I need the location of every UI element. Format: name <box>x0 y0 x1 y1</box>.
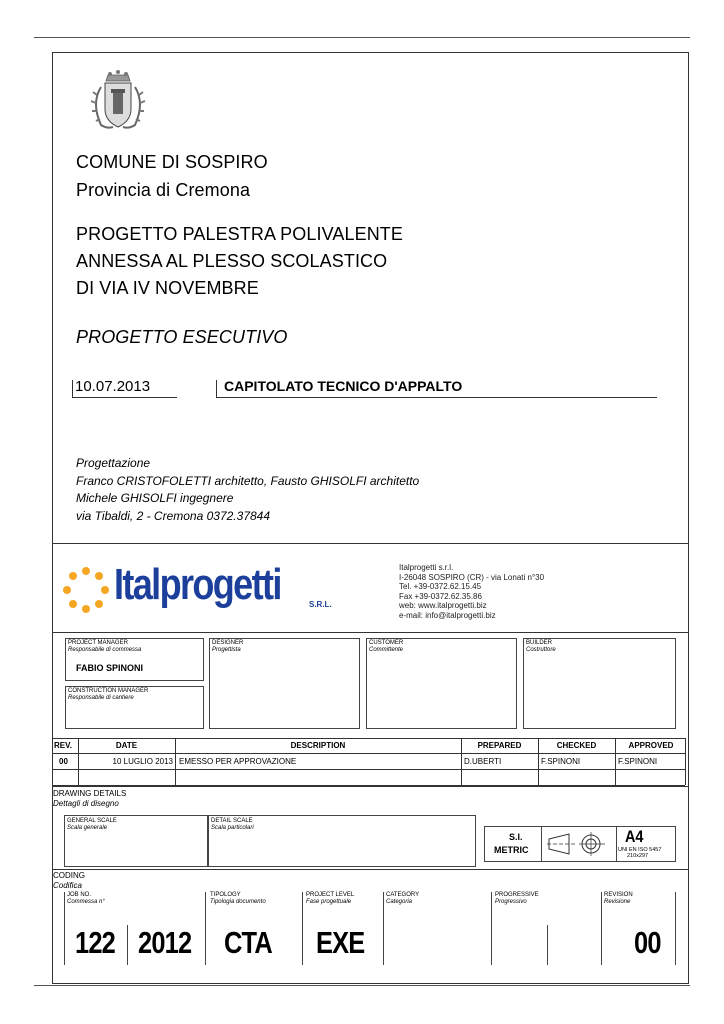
job-no-label: JOB NO. <box>67 892 92 898</box>
coding-title: CODING <box>53 871 85 880</box>
pm-name: FABIO SPINONI <box>76 663 144 673</box>
revision-value: 00 <box>634 925 661 960</box>
col-approved: APPROVED <box>628 741 674 750</box>
address-line: e-mail: info@italprogetti.biz <box>399 610 496 620</box>
address-line: Tel. +39-0372.62.15.45 <box>399 582 482 591</box>
designer-label: DESIGNER <box>212 640 244 646</box>
doc-title-field <box>216 380 657 398</box>
job-number-a: 122 <box>75 925 115 960</box>
drawing-details-subtitle: Dettagli di disegno <box>53 799 119 808</box>
general-scale-box <box>64 815 208 867</box>
revision-label: REVISION <box>604 892 633 898</box>
doc-title: CAPITOLATO TECNICO D'APPALTO <box>224 378 463 394</box>
format-label: A4 <box>625 827 644 846</box>
coding-divider <box>52 869 689 870</box>
general-scale-label: GENERAL SCALE <box>67 818 117 824</box>
category-sub: Categoria <box>386 899 413 905</box>
detail-scale-box <box>208 815 476 867</box>
job-no-sub: Commessa n° <box>67 899 105 905</box>
designer-box <box>209 638 360 729</box>
row-description: EMESSO PER APPROVAZIONE <box>179 757 297 766</box>
builder-box <box>523 638 676 729</box>
project-level-sub: Fase progettuale <box>306 899 352 905</box>
phase-title: PROGETTO ESECUTIVO <box>76 327 288 347</box>
format-standard: UNI EN ISO 5457 <box>618 847 662 853</box>
pm-sub: Responsabile di commessa <box>68 647 142 653</box>
tipology-value: CTA <box>224 925 272 960</box>
builder-label: BUILDER <box>526 640 553 646</box>
detail-scale-sub: Scala particolari <box>211 825 254 831</box>
project-line-1: PROGETTO PALESTRA POLIVALENTE <box>76 224 403 244</box>
drawing-details-title: DRAWING DETAILS <box>53 789 127 798</box>
project-line-2: ANNESSA AL PLESSO SCOLASTICO <box>76 251 388 271</box>
date-field <box>72 380 177 398</box>
design-line-3: via Tibaldi, 2 - Cremona 0372.37844 <box>76 509 271 523</box>
date-value: 10.07.2013 <box>75 378 151 395</box>
row-rev: 00 <box>59 757 68 766</box>
format-size: 210x297 <box>627 853 649 859</box>
category-label: CATEGORY <box>386 892 420 898</box>
revision-sub: Revisione <box>604 899 631 905</box>
col-description: DESCRIPTION <box>290 741 346 750</box>
customer-label: CUSTOMER <box>369 640 404 646</box>
col-rev: REV. <box>54 741 72 750</box>
col-date: DATE <box>115 741 138 750</box>
projection-symbol-icon <box>547 831 611 857</box>
project-line-3: DI VIA IV NOVEMBRE <box>76 278 259 298</box>
designer-sub: Progettista <box>212 647 241 653</box>
roles-divider <box>52 632 689 633</box>
tipology-label: TIPOLOGY <box>210 892 241 898</box>
cm-label: CONSTRUCTION MANAGER <box>68 688 149 694</box>
metric-label: METRIC <box>494 845 529 855</box>
row-checked: F.SPINONI <box>541 757 581 766</box>
top-rule <box>34 37 690 38</box>
general-scale-sub: Scala generale <box>67 825 108 831</box>
col-prepared: PREPARED <box>477 741 522 750</box>
customer-sub: Committente <box>369 647 404 653</box>
details-divider <box>52 786 689 787</box>
project-level-value: EXE <box>316 925 365 960</box>
row-prepared: D.UBERTI <box>464 757 502 766</box>
coding-subtitle: Codifica <box>53 881 82 890</box>
job-number-b: 2012 <box>138 925 192 960</box>
progressive-sub: Progressivo <box>495 899 527 905</box>
company-logo-suffix: S.R.L. <box>309 600 332 609</box>
design-label: Progettazione <box>76 456 151 470</box>
project-level-label: PROJECT LEVEL <box>306 892 355 898</box>
address-line: I-26048 SOSPIRO (CR) - via Lonati n°30 <box>399 572 545 582</box>
construction-manager-box <box>65 686 204 729</box>
row-approved: F.SPINONI <box>618 757 658 766</box>
progressive-label: PROGRESSIVE <box>495 892 539 898</box>
revisions-table <box>52 738 689 786</box>
provincia-title: Provincia di Cremona <box>76 180 251 200</box>
sun-logo-icon <box>62 566 110 614</box>
detail-scale-label: DETAIL SCALE <box>211 818 253 824</box>
project-manager-box <box>65 638 204 681</box>
address-line: Italprogetti s.r.l. <box>399 563 454 572</box>
cm-sub: Responsabile di cantiere <box>68 695 134 701</box>
standards-box <box>484 826 676 862</box>
row-date: 10 LUGLIO 2013 <box>112 757 173 766</box>
coat-of-arms-icon <box>83 65 153 135</box>
si-label: S.I. <box>509 832 523 842</box>
design-line-2: Michele GHISOLFI ingegnere <box>76 491 234 505</box>
address-line: Fax +39-0372.62.35.86 <box>399 591 482 601</box>
bottom-rule <box>34 985 690 986</box>
builder-sub: Costruttore <box>526 647 556 653</box>
pm-label: PROJECT MANAGER <box>68 640 128 646</box>
col-checked: CHECKED <box>556 741 597 750</box>
company-logo-text: Italprogetti <box>114 560 281 609</box>
tipology-sub: Tipologia documento <box>210 899 266 905</box>
customer-box <box>366 638 517 729</box>
address-line: web: www.italprogetti.biz <box>399 601 487 610</box>
comune-title: COMUNE DI SOSPIRO <box>76 152 268 172</box>
company-address <box>399 563 544 620</box>
coding-box <box>64 892 676 965</box>
design-line-1: Franco CRISTOFOLETTI architetto, Fausto GHISOLFI architetto <box>76 474 420 488</box>
section-divider <box>52 543 689 544</box>
